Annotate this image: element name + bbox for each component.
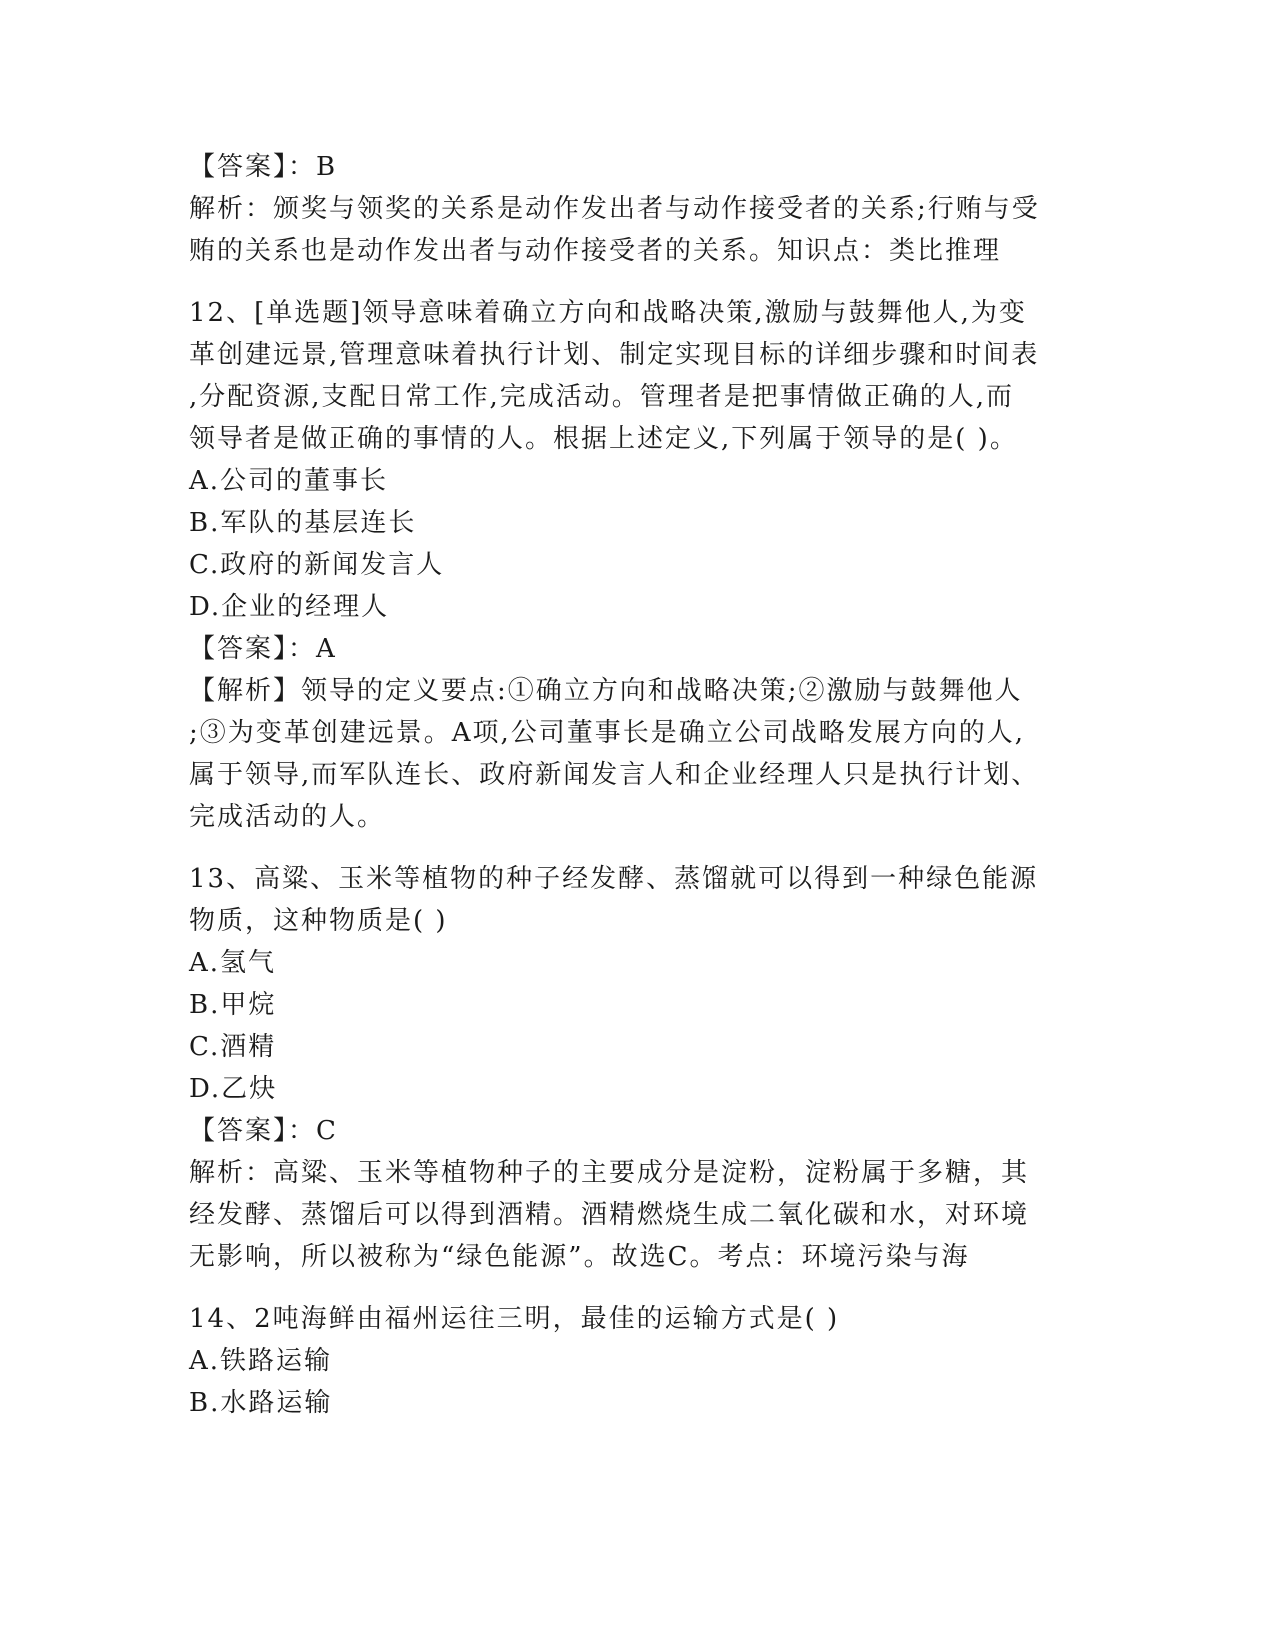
analysis-line: 【解析】领导的定义要点:①确立方向和战略决策;②激励与鼓舞他人 [189, 676, 1023, 706]
option-b: B.军队的基层连长 [189, 508, 417, 538]
question-stem-line: 物质，这种物质是( ) [189, 906, 448, 936]
question-11 [189, 146, 1089, 272]
answer-label: 【答案】：C [189, 1116, 338, 1146]
question-stem-line: 革创建远景,管理意味着执行计划、制定实现目标的详细步骤和时间表 [189, 340, 1040, 370]
option-a: A.氢气 [189, 948, 277, 978]
answer-label: 【答案】：A [189, 634, 337, 664]
analysis-line: 贿的关系也是动作发出者与动作接受者的关系。知识点：类比推理 [189, 236, 1002, 266]
option-d: D.乙炔 [189, 1074, 278, 1104]
question-stem-line: 13、高粱、玉米等植物的种子经发酵、蒸馏就可以得到一种绿色能源 [189, 864, 1039, 894]
analysis-line: 解析：颁奖与领奖的关系是动作发出者与动作接受者的关系;行贿与受 [189, 194, 1040, 224]
answer-label: 【答案】：B [189, 152, 338, 182]
analysis-line: 完成活动的人。 [189, 802, 386, 832]
analysis-line: ;③为变革创建远景。A项,公司董事长是确立公司战略发展方向的人, [189, 718, 1026, 748]
question-stem-line: 12、[单选题]领导意味着确立方向和战略决策,激励与鼓舞他人,为变 [189, 298, 1027, 328]
question-12 [189, 292, 1089, 838]
option-a: A.公司的董事长 [189, 466, 389, 496]
option-a: A.铁路运输 [189, 1346, 333, 1376]
analysis-line: 属于领导,而军队连长、政府新闻发言人和企业经理人只是执行计划、 [189, 760, 1040, 790]
question-13 [189, 858, 1089, 1278]
option-d: D.企业的经理人 [189, 592, 390, 622]
option-b: B.水路运输 [189, 1388, 333, 1418]
question-14 [189, 1298, 1089, 1424]
option-b: B.甲烷 [189, 990, 277, 1020]
analysis-line: 经发酵、蒸馏后可以得到酒精。酒精燃烧生成二氧化碳和水，对环境 [189, 1200, 1030, 1230]
question-stem-line: 领导者是做正确的事情的人。根据上述定义,下列属于领导的是( )。 [189, 424, 1018, 454]
analysis-line: 解析：高粱、玉米等植物种子的主要成分是淀粉，淀粉属于多糖，其 [189, 1158, 1030, 1188]
option-c: C.酒精 [189, 1032, 277, 1062]
analysis-line: 无影响，所以被称为“绿色能源”。故选C。考点：环境污染与海 [189, 1242, 970, 1272]
question-stem-line: ,分配资源,支配日常工作,完成活动。管理者是把事情做正确的人,而 [189, 382, 1015, 412]
question-stem-line: 14、2吨海鲜由福州运往三明，最佳的运输方式是( ) [189, 1304, 840, 1334]
option-c: C.政府的新闻发言人 [189, 550, 445, 580]
document-content [189, 146, 1089, 1424]
